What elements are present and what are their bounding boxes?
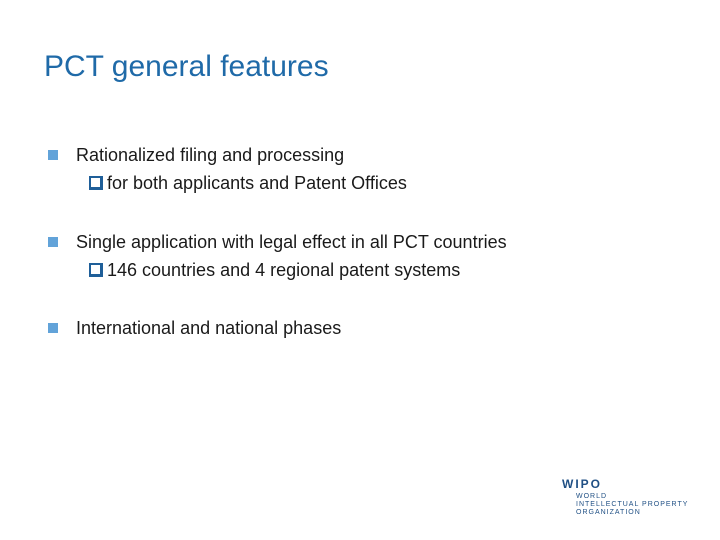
logo-wordmark: WIPO: [562, 477, 602, 491]
sub-bullet-item: [0, 174, 720, 198]
bullet-item: [0, 233, 720, 263]
bullet-text: International and national phases: [76, 318, 342, 338]
sub-bullet-text: for both applicants and Patent Offices: [107, 173, 407, 193]
bullet-item: [0, 319, 720, 349]
slide-title: PCT general features: [44, 50, 329, 83]
bullet-item: [0, 146, 720, 176]
square-bullet-icon: [48, 323, 58, 333]
bullet-text: Rationalized filing and processing: [76, 145, 345, 165]
logo-line: ORGANIZATION: [576, 509, 641, 516]
sub-bullet-item: [0, 261, 720, 285]
checkbox-bullet-icon: [89, 263, 103, 277]
bullet-text: Single application with legal effect in all PCT countries: [76, 232, 507, 252]
checkbox-bullet-icon: [89, 176, 103, 190]
logo-line: INTELLECTUAL PROPERTY: [576, 501, 689, 508]
logo-line: WORLD: [576, 493, 608, 500]
wipo-logo: [560, 478, 700, 518]
square-bullet-icon: [48, 150, 58, 160]
square-bullet-icon: [48, 237, 58, 247]
sub-bullet-text: 146 countries and 4 regional patent systems: [107, 260, 461, 280]
